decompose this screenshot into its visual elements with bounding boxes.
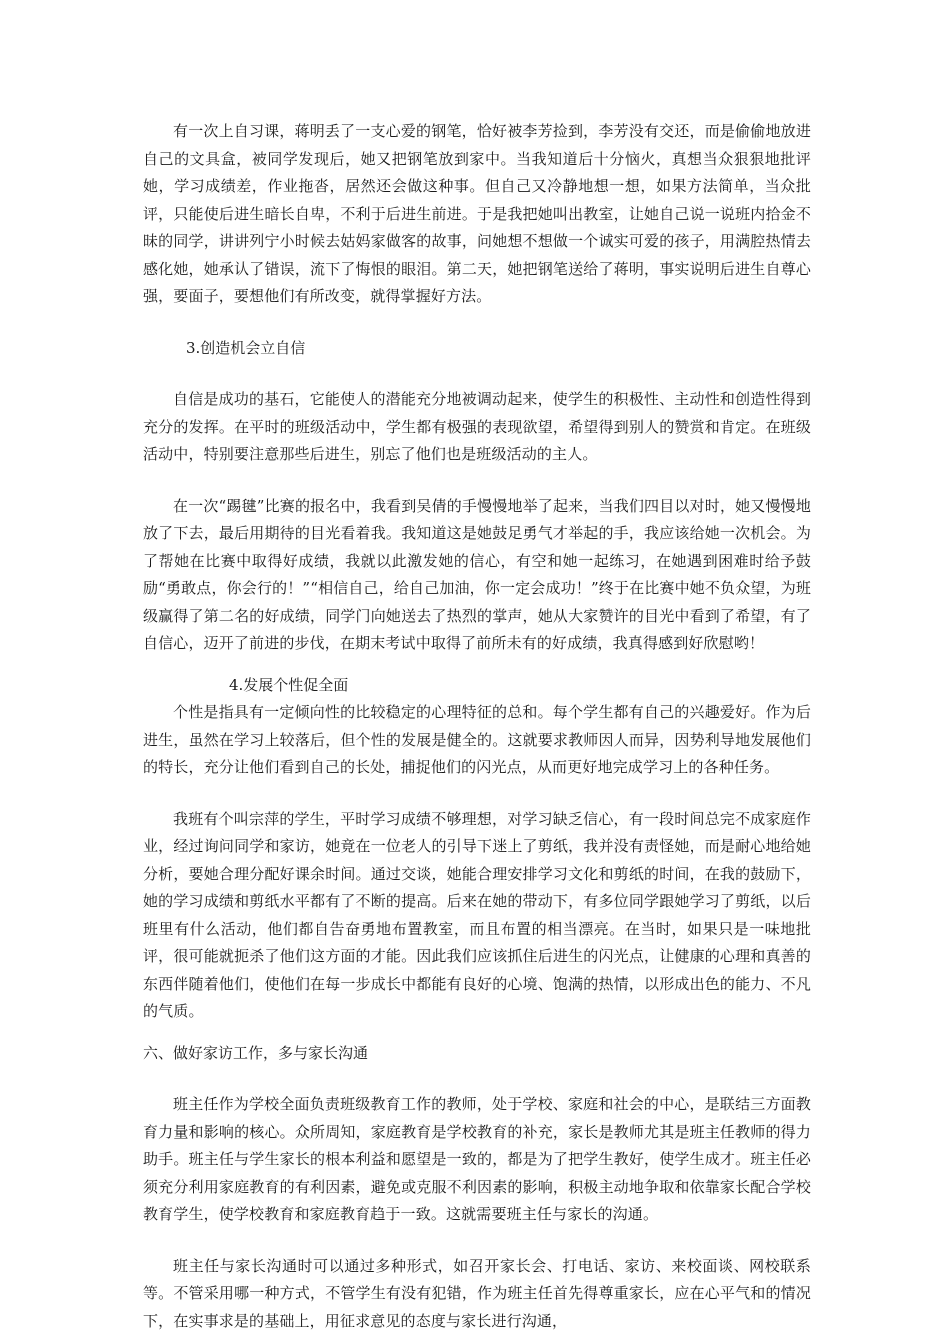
paragraph-communication: 班主任与家长沟通时可以通过多种形式，如召开家长会、打电话、家访、来校面谈、网校联系等。不管采用哪一种方式，不管学生有没有犯错，作为班主任首先得尊重家长，应在心平气和的情况下，在实事求是的基础上，用征求意见的态度与家长进行沟通， bbox=[143, 1256, 811, 1330]
paragraph-confidence: 自信是成功的基石，它能使人的潜能充分地被调动起来，使学生的积极性、主动性和创造性得到充分的发挥。在平时的班级活动中，学生都有极强的表现欲望，希望得到别人的赞赏和肯定。在班级活动中，特别要注意那些后进生，别忘了他们也是班级活动的主人。 bbox=[143, 390, 811, 463]
paragraph-personality: 个性是指具有一定倾向性的比较稳定的心理特征的总和。每个学生都有自己的兴趣爱好。作为后进生，虽然在学习上较落后，但个性的发展是健全的。这就要求教师因人而异，因势利导地发展他们的特长，充分让他们看到自己的长处，捕捉他们的闪光点，从而更好地完成学习上的各种任务。 bbox=[143, 703, 811, 776]
section-heading-3: 3.创造机会立自信 bbox=[186, 338, 306, 357]
paragraph-home-visits: 班主任作为学校全面负责班级教育工作的教师，处于学校、家庭和社会的中心，是联结三方面教育力量和影响的核心。众所周知，家庭教育是学校教育的补充，家长是教师尤其是班主任教师的得力助手。班主任与学生家长的根本利益和愿望是一致的，都是为了把学生教好，使学生成才。班主任必须充分利用家庭教育的有利因素，避免或克服不利因素的影响，积极主动地争取和依靠家长配合学校教育学生，使学校教育和家庭教育趋于一致。这就需要班主任与家长的沟通。 bbox=[143, 1095, 811, 1223]
paragraph-pen-story: 有一次上自习课，蒋明丢了一支心爱的钢笔，恰好被李芳捡到，李芳没有交还，而是偷偷地放进自己的文具盒，被同学发现后，她又把钢笔放到家中。当我知道后十分恼火，真想当众狠狠地批评她，学习成绩差，作业拖沓，居然还会做这种事。但自己又冷静地想一想，如果方法简单，当众批评，只能使后进生暗长自卑，不利于后进生前进。于是我把她叫出教室，让她自己说一说班内拾金不昧的同学，讲讲列宁小时候去姑妈家做客的故事，问她想不想做一个诚实可爱的孩子，用满腔热情去感化她，她承认了错误，流下了悔恨的眼泪。第二天，她把钢笔送给了蒋明，事实说明后进生自尊心强，要面子，要想他们有所改变，就得掌握好方法。 bbox=[143, 122, 811, 305]
paragraph-paper-cutting-story: 我班有个叫宗萍的学生，平时学习成绩不够理想，对学习缺乏信心，有一段时间总完不成家庭作业，经过询问同学和家访，她竟在一位老人的引导下迷上了剪纸，我并没有责怪她，而是耐心地给她分析，要她合理分配好课余时间。通过交谈，她能合理安排学习文化和剪纸的时间，在我的鼓励下，她的学习成绩和剪纸水平都有了不断的提高。后来在她的带动下，有多位同学跟她学习了剪纸，以后班里有什么活动，他们都自告奋勇地布置教室，而且布置的相当漂亮。在当时，如果只是一味地批评，很可能就扼杀了他们这方面的才能。因此我们应该抓住后进生的闪光点，让健康的心理和真善的东西伴随着他们，使他们在每一步成长中都能有良好的心境、饱满的热情，以形成出色的能力、不凡的气质。 bbox=[143, 809, 811, 1020]
section-heading-4: 4.发展个性促全面 bbox=[229, 675, 349, 694]
document-page bbox=[143, 118, 811, 1335]
section-heading-6: 六、做好家访工作，多与家长沟通 bbox=[143, 1043, 369, 1062]
paragraph-shuttlecock-story: 在一次“踢毽”比赛的报名中，我看到吴倩的手慢慢地举了起来，当我们四目以对时，她又慢慢地放了下去，最后用期待的目光看着我。我知道这是她鼓足勇气才举起的手，我应该给她一次机会。为了帮她在比赛中取得好成绩，我就以此激发她的信心，有空和她一起练习，在她遇到困难时给予鼓励“勇敢点，你会行的！”“相信自己，给自己加油，你一定会成功！”终于在比赛中她不负众望，为班级赢得了第二名的好成绩，同学门向她送去了热烈的掌声，她从大家赞许的目光中看到了希望，有了自信心，迈开了前进的步伐，在期末考试中取得了前所未有的好成绩，我真得感到好欣慰哟！ bbox=[143, 496, 811, 652]
